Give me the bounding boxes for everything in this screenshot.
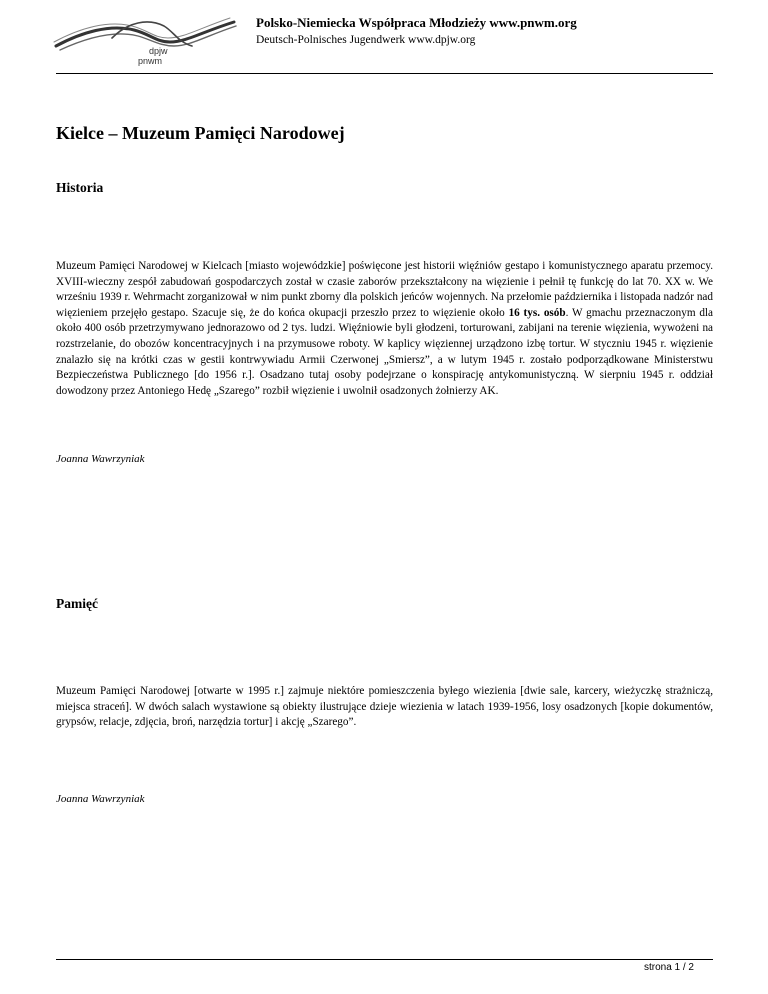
section-body-pamiec: Muzeum Pamięci Narodowej [otwarte w 1995 r.] zajmuje niektóre pomieszczenia byłego wiezienia [dwie sale, karcery, wieżyczkę strażniczą, miejsca straceń]. W dwóch salach wystawione są obiekty ilustrujące dzieje wiezienia w latach 1939-1956, losy osadzonych [kopie dokumentów, grypsów, relacje, zdjęcia, broń, narzędzia tortur] i akcję „Szarego”. — [56, 685, 713, 729]
header-org-info — [256, 14, 577, 48]
logo-text-pnwm: pnwm — [138, 56, 163, 66]
body-text-bold: 16 tys. osób — [508, 306, 566, 319]
author-pamiec: Joanna Wawrzyniak — [56, 793, 145, 805]
section-body-historia — [56, 259, 713, 399]
body-text-part: Muzeum Pamięci Narodowej w Kielcach [miasto wojewódzkie] poświęcone jest historii więźniów gestapo i komunistycznego aparatu przemocy. XVIII-wieczny zespół zabudowań gospodarczych został w czasie zaborów przekształcony na więzienie i pełnił tę funkcję do lat 70. XX w. We wrześniu 1939 r. Wehrmacht zorganizował w nim punkt zborny dla polskich jeńców wojennych. Na przełomie października i listopada nadzór nad więzieniem przejęło gestapo. Szacuje się, że do końca okupacji przeszło przez to więzienie około — [56, 260, 713, 319]
author-historia: Joanna Wawrzyniak — [56, 453, 145, 465]
logo-text-dpjw: dpjw — [149, 46, 168, 56]
body-text-part: . W gmachu przeznaczonym dla około 400 osób przetrzymywano jednorazowo od 2 tys. ludzi. Więźniowie byli głodzeni, torturowani, zabijani na terenie więzienia, wywożeni na rozstrzelanie, do obozów koncentracyjnych i na przymusowe roboty. W kaplicy więziennej urządzono izbę tortur. W styczniu 1945 r. więzienie znalazło się na krótki czas w gestii kontrwywiadu Armii Czerwonej „Smiersz”, a w lutym 1945 r. zostało podporządkowane Ministerstwu Bezpieczeństwa Publicznego [do 1956 r.]. Osadzano tutaj osoby podejrzane o konspirację antykomunistyczną. W sierpniu 1945 r. oddział dowodzony przez Antoniego Hedę „Szarego” rozbił więzienie i uwolnił osadzonych żołnierzy AK. — [56, 306, 713, 397]
org-name-german: Deutsch-Polnisches Jugendwerk www.dpjw.org — [256, 34, 476, 46]
dpjw-pnwm-logo — [52, 12, 237, 70]
swoosh-icon — [54, 18, 236, 50]
org-name-polish: Polsko-Niemiecka Współpraca Młodzieży www.pnwm.org — [256, 15, 577, 30]
footer-divider — [56, 959, 713, 960]
page-number: strona 1 / 2 — [643, 962, 694, 973]
section-heading-pamiec: Pamięć — [56, 596, 98, 611]
page-title: Kielce – Muzeum Pamięci Narodowej — [56, 123, 345, 143]
section-heading-historia: Historia — [56, 180, 104, 195]
page-header — [0, 0, 768, 75]
header-divider — [56, 73, 713, 74]
